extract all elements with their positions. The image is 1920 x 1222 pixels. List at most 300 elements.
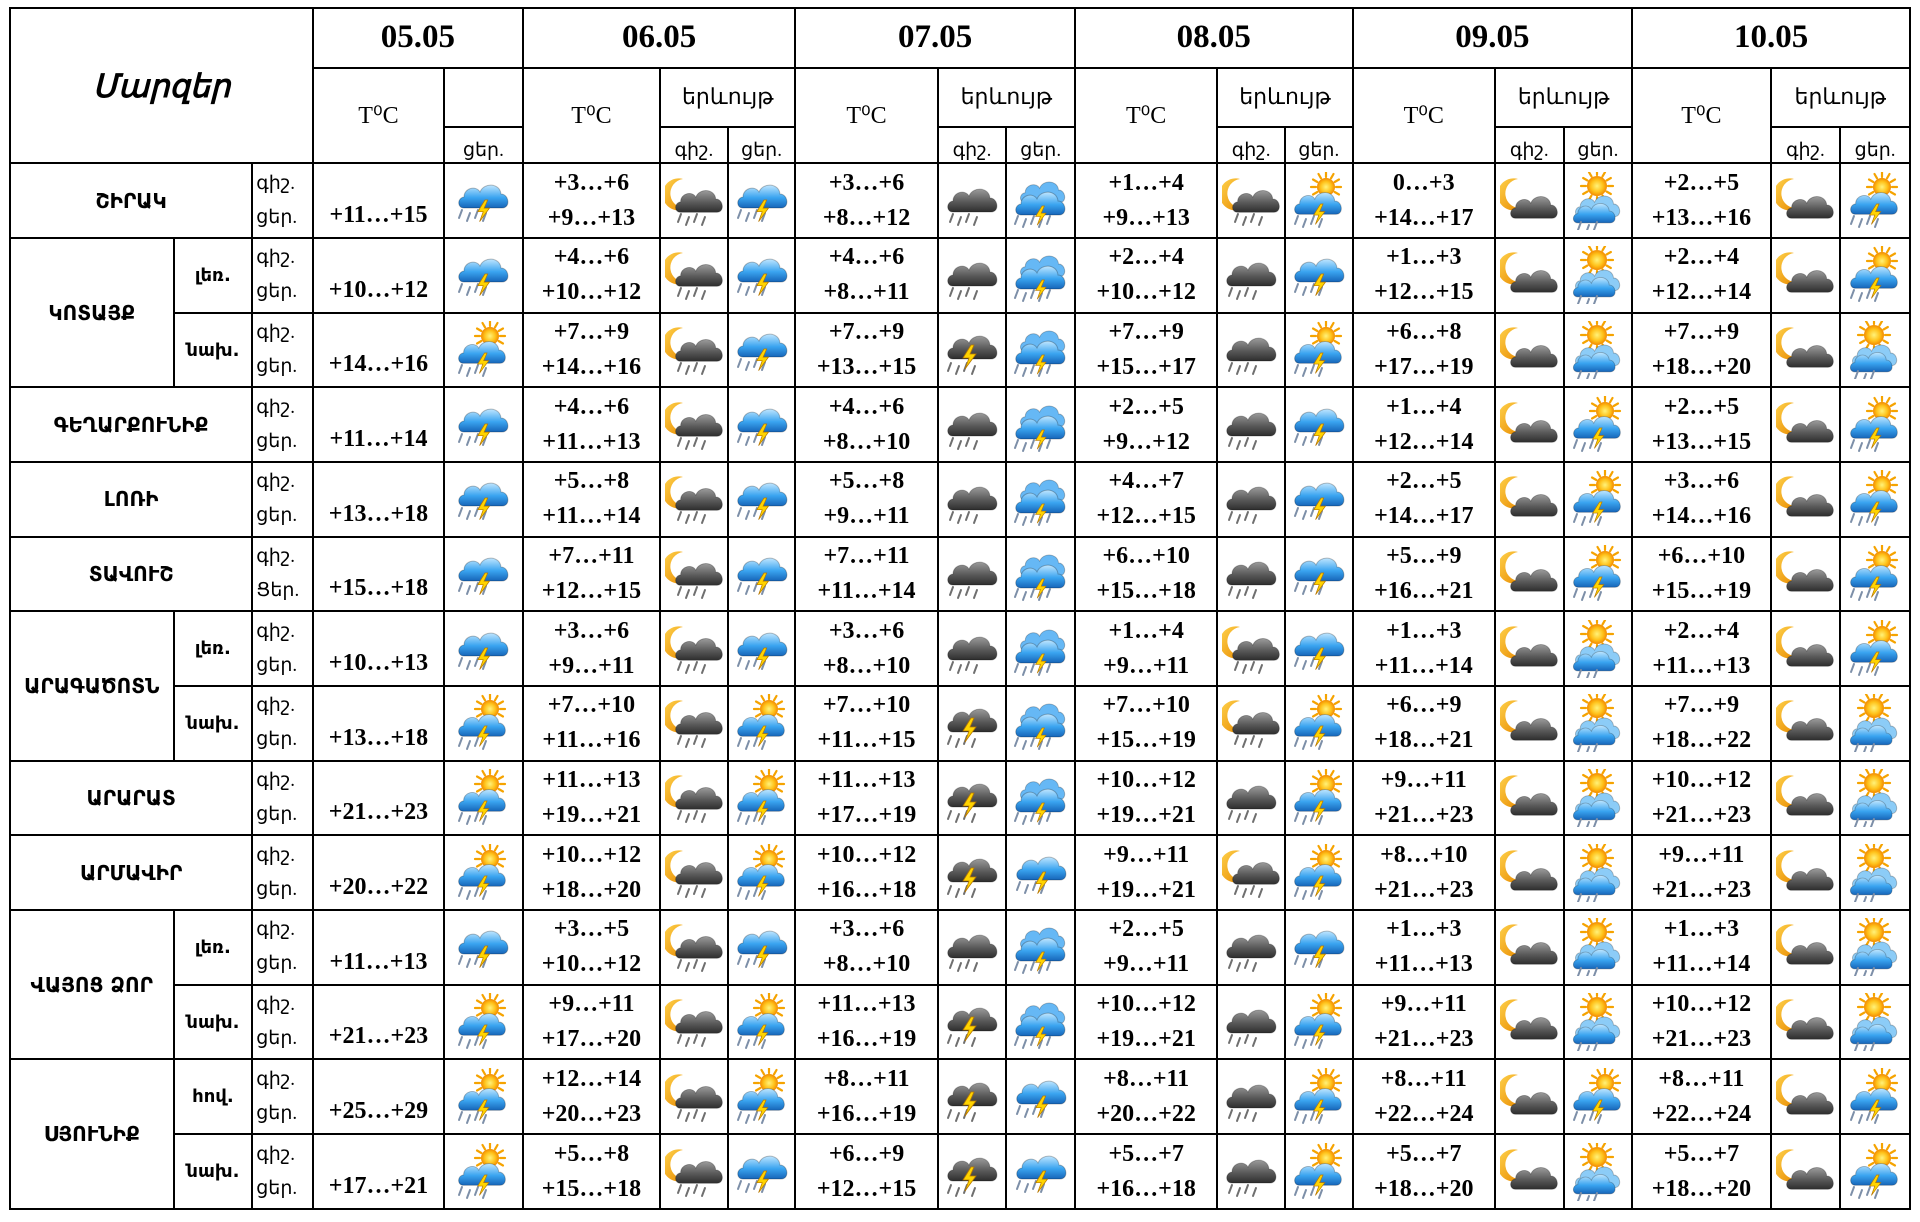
night-temperature: +8…+11 [1380,1065,1467,1092]
temperature-cell [1353,537,1495,612]
weather-icon-cell [1495,387,1564,462]
weather-icon-cell [938,387,1007,462]
moon-cloud-icon [1772,172,1840,230]
temperature-cell [523,1134,660,1209]
weather-icon-cell [728,238,796,313]
moon-cloud-icon [1496,620,1563,678]
temperature-cell [795,910,937,985]
thunder-cloud-icon [939,321,1006,379]
weather-icon-cell [728,985,796,1060]
night-day-labels [252,761,313,836]
night-label: գիշ. [256,322,296,344]
weather-icon-cell [444,462,523,537]
temperature-cell [1353,238,1495,313]
temperature-cell [1075,313,1217,388]
day-temperature: +17…+21 [313,1134,444,1209]
night-temperature: +6…+8 [1386,319,1462,346]
weather-icon-cell [1217,686,1285,761]
day-temperature: +11…+14 [1374,652,1473,679]
weather-icon-cell [1771,985,1841,1060]
phenomenon-header: երևույթ [660,68,795,128]
rain-thunder-icon [1286,470,1352,528]
day-temperature: +19…+21 [1096,876,1196,903]
night-label: գիշ. [256,396,296,418]
temperature-cell [523,238,660,313]
weather-icon-cell [444,163,523,238]
moon-cloud-icon [1496,172,1563,230]
subregion-label: լեռ. [174,238,253,313]
moon-cloud-rain-icon [661,993,727,1051]
temperature-cell [1353,462,1495,537]
night-temperature: +6…+10 [1102,543,1190,570]
weather-icon-cell [728,462,796,537]
sun-thunder-icon [729,694,795,752]
night-temperature: +2…+5 [1663,393,1740,420]
temperature-header: T⁰C [1075,68,1217,164]
weather-icon-cell [444,313,523,388]
night-day-labels [252,910,313,985]
rain-thunder-icon [1286,545,1352,603]
night-label: գիշ. [256,1068,296,1090]
sun-cloud-rain-icon [1565,1143,1632,1201]
weather-icon-cell [1840,313,1910,388]
heavy-rain-thunder-icon [1007,545,1074,603]
day-temperature: +15…+18 [1096,578,1196,605]
weather-icon-cell [1495,985,1564,1060]
sun-thunder-icon [1841,396,1909,454]
moon-cloud-rain-icon [661,246,727,304]
night-day-labels [252,462,313,537]
temperature-cell [523,985,660,1060]
weather-icon-cell [444,387,523,462]
weather-icon-cell [1840,910,1910,985]
phenomenon-header: երևույթ [1495,68,1632,128]
weather-icon-cell [1285,761,1353,836]
subregion-label: նախ. [174,313,253,388]
sun-thunder-icon [445,769,522,827]
sun-thunder-icon [1565,396,1632,454]
weather-icon-cell [1285,462,1353,537]
table-row [10,985,1910,1060]
night-temperature: +9…+11 [1380,991,1467,1018]
temperature-cell [1632,835,1770,910]
moon-cloud-icon [1772,620,1840,678]
region-name: ԳԵՂԱՐՔՈՒՆԻՔ [10,387,252,462]
moon-cloud-icon [1496,769,1563,827]
temperature-cell [1632,686,1770,761]
sun-cloud-rain-icon [1565,844,1632,902]
heavy-rain-thunder-icon [1007,470,1074,528]
day-temperature: +11…+14 [1652,951,1751,978]
weather-icon-cell [1564,313,1633,388]
temperature-cell [1075,611,1217,686]
weather-icon-cell [1564,835,1633,910]
weather-icon-cell [938,1059,1007,1134]
weather-icon-cell [938,835,1007,910]
day-header: ցեր. [1285,127,1353,163]
temperature-cell [1632,462,1770,537]
weather-icon-cell [938,537,1007,612]
day-temperature: +11…+13 [313,910,444,985]
moon-cloud-icon [1772,246,1840,304]
weather-icon-cell [444,238,523,313]
sun-thunder-icon [1286,844,1352,902]
temperature-cell [1075,686,1217,761]
weather-icon-cell [1564,985,1633,1060]
temperature-header: T⁰C [1353,68,1495,164]
temperature-cell [795,1134,937,1209]
night-temperature: +5…+7 [1663,1140,1740,1167]
weather-icon-cell [1217,313,1285,388]
temperature-cell [795,387,937,462]
day-temperature: +22…+24 [1374,1100,1474,1127]
weather-icon-cell [660,462,728,537]
weather-icon-cell [1006,1134,1075,1209]
weather-icon-cell [938,686,1007,761]
weather-icon-cell [1840,238,1910,313]
day-label: ցեր. [256,1028,298,1050]
night-temperature: +7…+9 [553,319,630,346]
night-temperature: +3…+6 [828,916,905,943]
temperature-cell [1353,761,1495,836]
sun-cloud-rain-icon [1841,844,1909,902]
night-day-labels [252,985,313,1060]
day-temperature: +18…+20 [1374,1175,1474,1202]
sun-thunder-icon [1286,769,1352,827]
day-temperature: +13…+15 [1651,428,1752,455]
weather-icon-cell [444,985,523,1060]
day-temperature: +18…+21 [1374,727,1474,754]
rain-thunder-icon [729,620,795,678]
night-temperature: +1…+3 [1386,244,1462,271]
weather-icon-cell [1006,1059,1075,1134]
night-temperature: +11…+13 [817,767,916,794]
sun-cloud-rain-icon [1565,769,1632,827]
temperature-cell [1075,835,1217,910]
day-temperature: +21…+23 [1651,802,1752,829]
moon-cloud-rain-icon [661,545,727,603]
sun-thunder-icon [445,1068,522,1126]
temperature-cell [1632,238,1770,313]
thunder-cloud-icon [939,844,1006,902]
day-temperature: +12…+15 [1374,279,1474,306]
weather-icon-cell [1840,686,1910,761]
temperature-cell [523,163,660,238]
table-row [10,387,1910,462]
temperature-cell [795,835,937,910]
weather-icon-cell [1840,537,1910,612]
temperature-cell [795,537,937,612]
forecast-table [9,7,1911,1210]
day-temperature: +10…+12 [313,238,444,313]
weather-icon-cell [1285,313,1353,388]
table-row [10,313,1910,388]
rain-thunder-icon [729,1143,795,1201]
temperature-cell [1353,313,1495,388]
moon-cloud-icon [1772,545,1840,603]
night-temperature: +4…+6 [553,393,630,420]
day-temperature: +14…+17 [1374,204,1474,231]
night-temperature: +4…+6 [553,244,630,271]
weather-icon-cell [1285,985,1353,1060]
weather-icon-cell [1285,611,1353,686]
night-temperature: +2…+4 [1108,244,1184,271]
date-header: 07.05 [795,8,1075,68]
temperature-cell [795,611,937,686]
weather-icon-cell [660,1059,728,1134]
night-temperature: +3…+6 [553,617,630,644]
day-temperature: +8…+10 [822,428,911,455]
sun-thunder-icon [729,769,795,827]
rain-thunder-icon [729,246,795,304]
rain-thunder-icon [445,545,522,603]
temperature-cell [1075,1134,1217,1209]
rain-thunder-icon [445,396,522,454]
temperature-cell [795,985,937,1060]
sun-thunder-icon [1565,470,1632,528]
weather-icon-cell [1006,910,1075,985]
temperature-cell [1632,761,1770,836]
weather-icon-cell [1285,163,1353,238]
night-day-labels [252,686,313,761]
night-temperature: +1…+3 [1663,916,1740,943]
weather-icon-cell [1285,835,1353,910]
day-temperature: +9…+11 [1103,951,1190,978]
rain-thunder-icon [729,470,795,528]
temperature-cell [1632,611,1770,686]
day-temperature: +12…+15 [1096,503,1196,530]
heavy-rain-thunder-icon [1007,694,1074,752]
weather-icon-cell [728,1059,796,1134]
sun-thunder-icon [1286,172,1352,230]
temperature-cell [1075,537,1217,612]
night-temperature: +9…+11 [548,991,635,1018]
temperature-cell [1353,910,1495,985]
night-temperature: 0…+3 [1392,169,1455,196]
night-header: գիշ. [1771,127,1841,163]
night-temperature: +6…+9 [828,1140,905,1167]
weather-icon-cell [1495,611,1564,686]
day-temperature: +16…+19 [816,1026,917,1053]
weather-icon-cell [1495,313,1564,388]
moon-cloud-icon [1772,769,1840,827]
weather-icon-cell [1564,910,1633,985]
moon-cloud-icon [1496,1068,1563,1126]
thunder-cloud-icon [939,769,1006,827]
sun-cloud-rain-icon [1841,769,1909,827]
temperature-cell [1632,1059,1770,1134]
weather-icon-cell [660,686,728,761]
temperature-cell [795,313,937,388]
night-temperature: +5…+8 [553,1140,630,1167]
night-temperature: +2…+5 [1108,916,1184,943]
day-temperature: +10…+13 [313,611,444,686]
weather-icon-cell [1217,985,1285,1060]
night-temperature: +6…+10 [1657,543,1746,570]
weather-icon-cell [444,910,523,985]
night-temperature: +3…+6 [828,617,905,644]
weather-icon-cell [938,238,1007,313]
temperature-cell [1632,985,1770,1060]
moon-cloud-rain-icon [661,172,727,230]
weather-icon-cell [1006,686,1075,761]
temperature-cell [795,462,937,537]
day-label: ցեր. [256,878,298,900]
temperature-cell [1353,611,1495,686]
sun-cloud-rain-icon [1841,321,1909,379]
night-day-labels [252,313,313,388]
heavy-rain-thunder-icon [1007,993,1074,1051]
night-label: գիշ. [256,546,296,568]
day-temperature: +19…+21 [1096,1026,1196,1053]
weather-icon-cell [1217,462,1285,537]
moon-cloud-icon [1772,918,1840,976]
weather-icon-cell [1006,611,1075,686]
weather-icon-cell [938,985,1007,1060]
night-temperature: +1…+4 [1386,393,1462,420]
dark-cloud-rain-icon [939,620,1006,678]
night-temperature: +7…+11 [548,543,635,570]
weather-icon-cell [1771,163,1841,238]
day-temperature: +10…+12 [541,279,642,306]
sun-thunder-icon [729,844,795,902]
night-temperature: +3…+6 [553,169,630,196]
day-temperature: +14…+17 [1374,503,1474,530]
rain-thunder-icon [729,172,795,230]
day-header: ցեր. [1564,127,1633,163]
sun-cloud-rain-icon [1565,918,1632,976]
moon-cloud-icon [1496,1143,1563,1201]
weather-icon-cell [1285,537,1353,612]
temperature-cell [1353,1059,1495,1134]
day-temperature: +12…+15 [816,1175,917,1202]
thunder-cloud-icon [939,1143,1006,1201]
heavy-rain-thunder-icon [1007,172,1074,230]
weather-icon-cell [660,163,728,238]
rain-thunder-icon [1286,918,1352,976]
moon-cloud-icon [1496,545,1563,603]
moon-cloud-rain-icon [661,321,727,379]
day-temperature: +11…+14 [817,578,916,605]
weather-icon-cell [1771,1134,1841,1209]
dark-cloud-rain-icon [1218,396,1284,454]
day-temperature: +11…+14 [542,503,641,530]
night-header: գիշ. [1217,127,1285,163]
temperature-cell [1632,1134,1770,1209]
dark-cloud-rain-icon [939,396,1006,454]
day-temperature: +9…+13 [1102,204,1190,231]
weather-icon-cell [1006,985,1075,1060]
dark-cloud-rain-icon [1218,470,1284,528]
night-header: գիշ. [1495,127,1564,163]
subregion-label: լեռ. [174,910,253,985]
table-row [10,238,1910,313]
weather-icon-cell [1495,1059,1564,1134]
regions-header: Մարզեր [10,8,313,163]
moon-cloud-icon [1772,470,1840,528]
temperature-cell [1075,1059,1217,1134]
weather-icon-cell [1217,761,1285,836]
weather-icon-cell [1840,761,1910,836]
temperature-cell [1632,163,1770,238]
temperature-cell [1075,985,1217,1060]
night-label: գիշ. [256,247,296,269]
weather-icon-cell [1285,910,1353,985]
sun-cloud-rain-icon [1841,694,1909,752]
temperature-cell [523,910,660,985]
temperature-cell [1353,835,1495,910]
weather-icon-cell [1771,835,1841,910]
weather-icon-cell [1840,1059,1910,1134]
night-temperature: +11…+13 [817,991,916,1018]
sun-thunder-icon [1841,1068,1909,1126]
table-row [10,1134,1910,1209]
day-label: ցեր. [256,505,298,527]
weather-icon-cell [660,387,728,462]
day-temperature: +13…+16 [1651,204,1752,231]
weather-icon-cell [1771,537,1841,612]
night-temperature: +5…+7 [1386,1140,1462,1167]
day-label: ցեր. [256,804,298,826]
sun-thunder-icon [1286,993,1352,1051]
weather-icon-cell [1840,462,1910,537]
temperature-cell [1632,387,1770,462]
day-header: ցեր. [728,127,796,163]
day-temperature: +21…+23 [313,985,444,1060]
day-temperature: +8…+11 [823,279,910,306]
day-temperature: +18…+22 [1651,727,1752,754]
weather-icon-cell [1840,835,1910,910]
day-label: ցեր. [256,206,298,228]
temperature-cell [1353,985,1495,1060]
day-temperature: +13…+18 [313,462,444,537]
rain-thunder-icon [445,470,522,528]
heavy-rain-thunder-icon [1007,918,1074,976]
day-temperature: +16…+21 [1374,578,1474,605]
night-temperature: +4…+6 [828,393,905,420]
night-temperature: +1…+3 [1386,916,1462,943]
weather-icon-cell [728,835,796,910]
region-name: ՇԻՐԱԿ [10,163,252,238]
weather-icon-cell [1285,238,1353,313]
day-label: Ցեր. [256,580,300,602]
weather-icon-cell [938,1134,1007,1209]
day-temperature: +14…+16 [1651,503,1752,530]
sun-cloud-rain-icon [1565,246,1632,304]
rain-thunder-icon [445,246,522,304]
weather-icon-cell [728,537,796,612]
night-temperature: +10…+12 [816,841,917,868]
night-temperature: +3…+5 [553,916,630,943]
weather-icon-cell [1771,611,1841,686]
day-temperature: +11…+15 [313,163,444,238]
night-temperature: +7…+10 [822,692,911,719]
weather-icon-cell [1564,163,1633,238]
night-temperature: +5…+8 [553,468,630,495]
dark-cloud-rain-icon [1218,769,1284,827]
night-day-labels [252,835,313,910]
weather-icon-cell [1006,537,1075,612]
night-temperature: +10…+12 [1651,991,1752,1018]
rain-thunder-icon [729,321,795,379]
weather-icon-cell [660,313,728,388]
night-label: գիշ. [256,1143,296,1165]
dark-cloud-rain-icon [939,470,1006,528]
thunder-cloud-icon [939,1068,1006,1126]
subregion-label: լեռ. [174,611,253,686]
weather-icon-cell [444,1134,523,1209]
weather-icon-cell [444,761,523,836]
